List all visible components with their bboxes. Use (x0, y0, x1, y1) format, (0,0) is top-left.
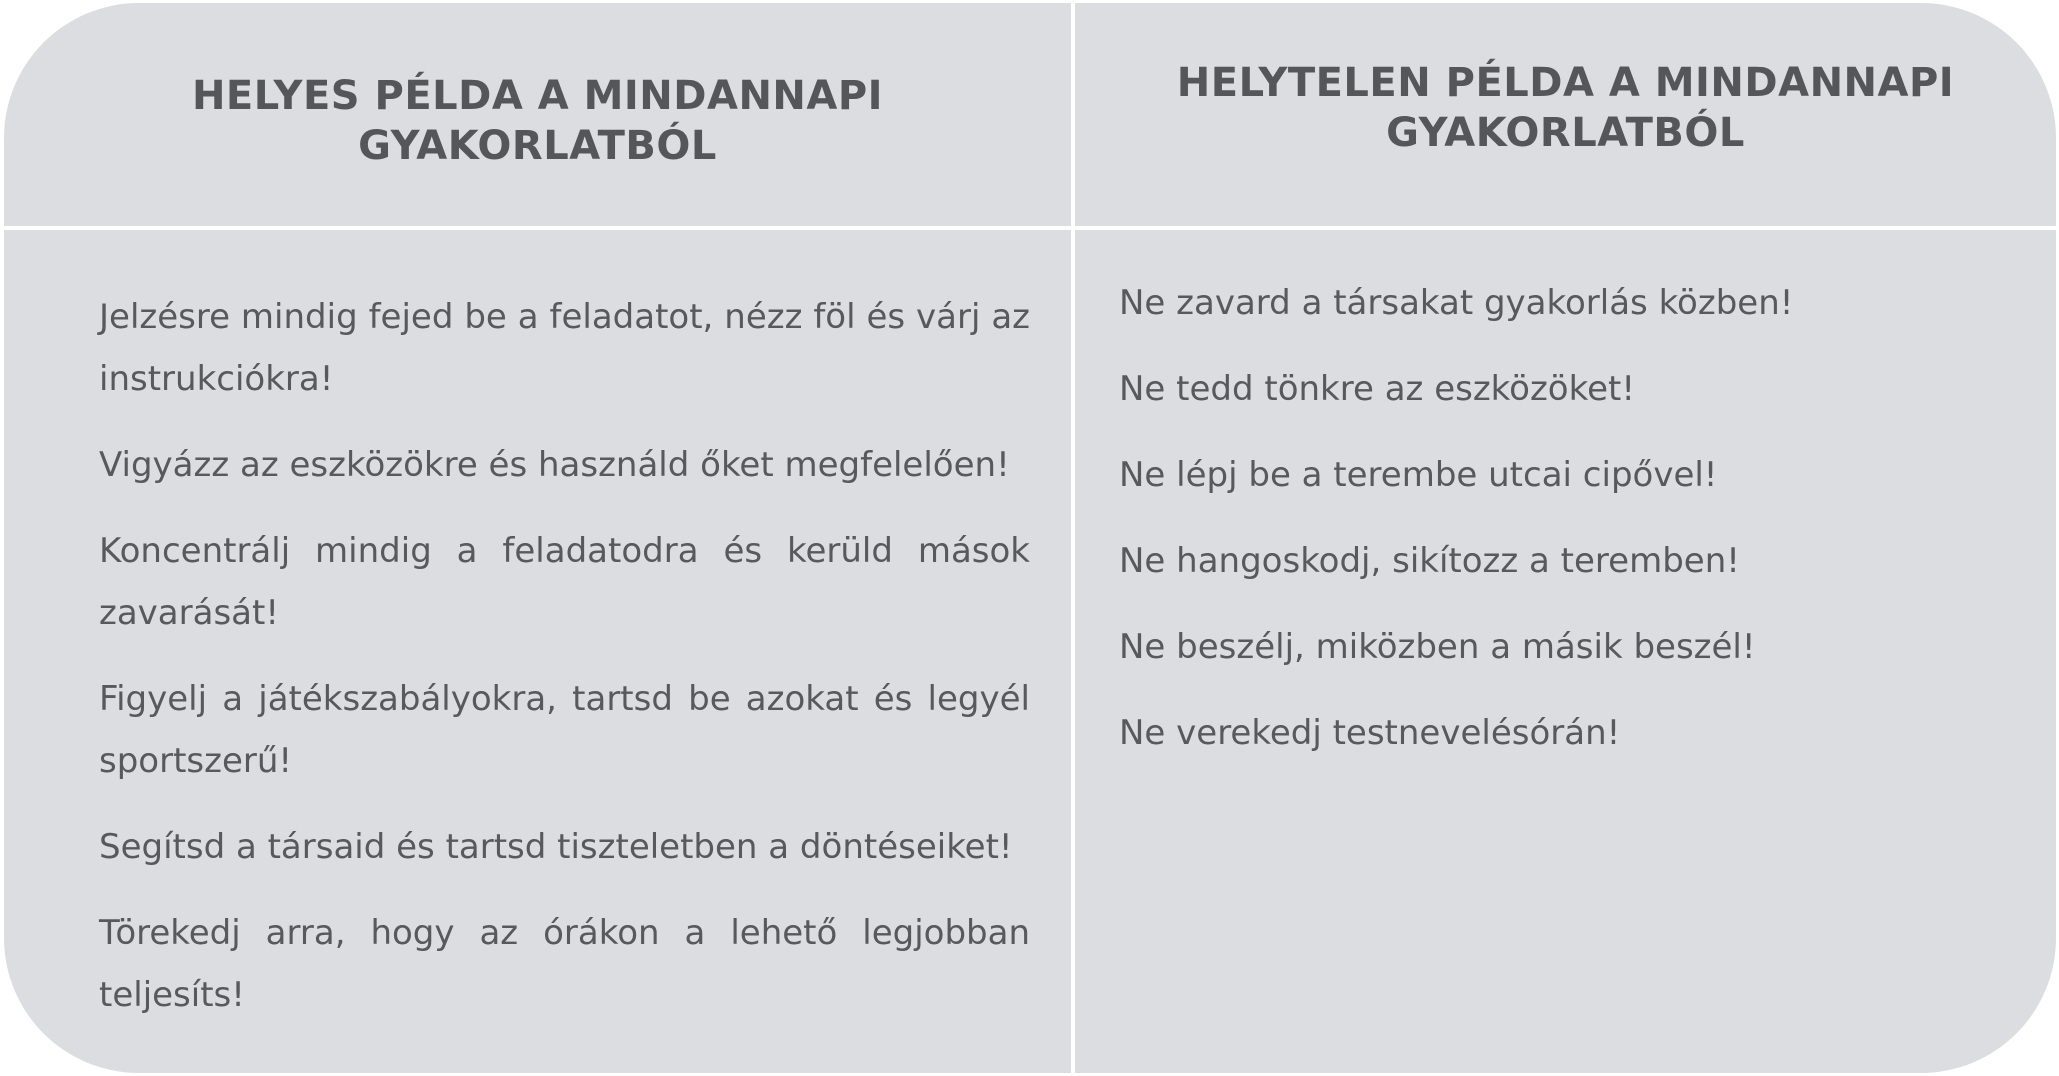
list-item: Ne lépj be a terembe utcai cipővel! (1119, 455, 1718, 495)
list-item: Törekedj arra, hogy az órákon a lehető legjobban teljesíts! (99, 913, 1030, 1015)
list-item: Segítsd a társaid és tartsd tiszteletben a döntéseiket! (99, 827, 1013, 867)
list-item: Ne zavard a társakat gyakorlás közben! (1119, 283, 1794, 323)
comparison-table (4, 3, 2056, 1073)
correct-examples-list (99, 286, 1030, 1050)
list-item: Ne verekedj testnevelésórán! (1119, 713, 1621, 753)
header-cell-incorrect (1075, 3, 2056, 226)
header-cell-correct (4, 3, 1071, 226)
list-item: Ne hangoskodj, sikítozz a teremben! (1119, 541, 1740, 581)
list-item: Figyelj a játékszabályokra, tartsd be azokat és legyél sportszerű! (99, 679, 1030, 781)
incorrect-examples-list (1119, 279, 2019, 795)
list-item: Ne tedd tönkre az eszközöket! (1119, 369, 1635, 409)
header-divider (4, 226, 2056, 230)
header-correct-title: HELYES PÉLDA A MINDANNAPI GYAKORLATBÓL (191, 72, 884, 169)
list-item: Koncentrálj mindig a feladatodra és kerüld mások zavarását! (99, 531, 1030, 633)
list-item: Jelzésre mindig fejed be a feladatot, nézz föl és várj az instrukciókra! (99, 297, 1030, 399)
list-item: Vigyázz az eszközökre és használd őket megfelelően! (99, 445, 1010, 485)
list-item: Ne beszélj, miközben a másik beszél! (1119, 627, 1756, 667)
header-incorrect-title: HELYTELEN PÉLDA A MINDANNAPI GYAKORLATBÓL (1176, 59, 1955, 156)
